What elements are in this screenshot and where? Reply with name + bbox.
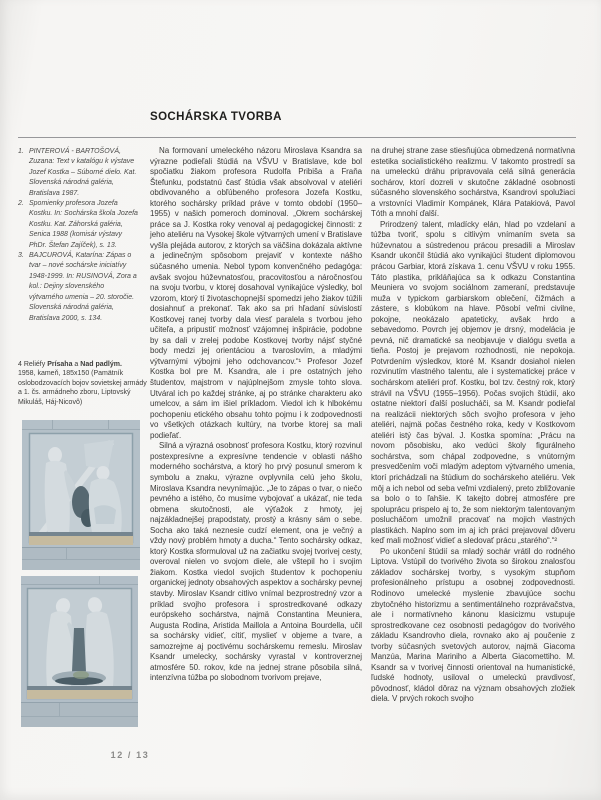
paragraph: Silná a výrazná osobnosť profesora Kostku, ktorý rozvinul postexpresívne a expresívne tendencie v oblasti nášho moderného sochárstva, a ktorý ho prvý posunul smerom k symbolu a znaku, výrazne ovplyvnila celú jeho školu, Miroslava Ksandra nevynímajúc. „Je to zápas o tvar, o niečo pevného a istého, čo musíme vybojovať a ukázať, nie teda obmena skutočnosti, ale výťažok z hmoty, jej najzákladnejšej prapodstaty, prostý a krásny sám o sebe. Socha ako taká neznesie cudzí element, ona je večný a vždy nový problém hmoty a ducha.“ Tento sochársky odkaz, ktorý Kostka sformuloval už na začiatku svojej tvorivej cesty, overoval nielen vo svojom diele, ale vštepil ho i svojim žiakom. Kostka viedol svojich študentov k pochopeniu organickej jednoty obsahových aspektov a sochársky pevnej stavby. Miroslav Ksandr citlivo vnímal bezprostredný vzor a príklad svojho profesora i sprostredkované odkazy európskeho sochárstva, najmä Constantina Meuniera, Augusta Rodina, Aristida Maillola a Antoina Bourdella, učil sa sochársky vidieť, cítiť, myslieť v objeme a tvare, a samozrejme aj poctivému sochárskemu remeslu. Miroslav Ksandr umelecky, sochársky vyrastal v kontroverznej atmosfére 50. rokov, kde na jednej strane pôsobila silná, intenzívna túžba po slobodnom tvorivom prejave, (150, 441, 362, 683)
text-column-left (150, 146, 362, 684)
footnote-text: Spomienky profesora Jozefa Kostku. In: Sochárska škola Jozefa Kostku. Kat. Záhorská galéria, Senica 1988 (komisár výstavy PhDr. Štefan Zajíček), s. 13. (29, 200, 138, 249)
paragraph: Po ukončení štúdií sa mladý sochár vrátil do rodného Liptova. Vstúpil do tvorivého života so širokou znalosťou základov sochárskej tvorby, s vysokým stupňom profesionálneho prístupu a osobnej zodpovednosti. Rodinovo umelecké myslenie zbavujúce sochu zbytočného historizmu a sentimentálneho rozprávačstva, ale i normatívneho kánonu klasicizmu vstupuje sprostredkovane cez osobnosti pedagógov do tvorivého základu Ksandrovho diela, rovnako ako aj poučenie z tvorby súčasných svetových autorov, najmä Giacoma Manzúa, Marina Mariniho a Alberta Giacomettiho. M. Ksandr sa v tvorivej činnosti orientoval na humanistické, ľudské hodnoty, usiloval o umeleckú pravdivosť, pôvodnosť, kládol dôraz na význam obsahových zložiek diela. V prvých rokoch svojho (371, 546, 575, 704)
footnote-number: 1. (18, 148, 24, 155)
text-column-right (371, 146, 575, 705)
paragraph: Prirodzený talent, mladícky elán, hlad po vzdelaní a túžba tvoriť, spolu s citlivým vnímaním sveta sa húževnatou a sústredenou prácou presadili a Miroslav Ksandr ukončil štúdiá ako vynikajúci študent diplomovou prácou Garbiar, ktorá získava 1. cenu VŠVU v roku 1955. Táto plastika, prikláňajúca sa k odkazu Constantina Meuniera vo svojom sociálnom zameraní, predstavuje muža v typickom garbiarskom oblečení, čižmách a zástere, s klobúkom na hlave. Pôsobí veľmi civilne, pokojne, neokázalo apateticky, avšak hrdo a sebavedomo. Povrch jej objemov je drsný, modelácia je pevná, nič dramatické sa neobjavuje v dialógu svetla a tieňa. Postoj je prejavom rozhodnosti, nie nepokoja. Potvrdením výsledkov, ktoré M. Ksandr dosiahol nielen rozvinutím vlastného talentu, ale i systematickej práce v sochárskom ateliéri prof. Kostku, bol tzv. čestný rok, ktorý strávil na VŠVU (1955–1956). Počas svojich štúdií, ako ostatne niektorí ďalší poslucháči, sa M. Ksandr podieľal na realizácii niektorých sôch svojho profesora v jeho ateliéri, najmä počas čestného roka, kedy v Kostkovom ateliéri istý čas býval. J. Kostka spomína: „Prácu na novom pôsobisku, ako vedúci školy figurálneho sochárstva, som chápal zodpovedne, s vnútorným presvedčením voči mladým adeptom výtvarného umenia, ktorí prichádzali na štúdium do sochárskeho ateliéru. Vek môj a ich nebol od seba veľmi vzdialený, preto zbližovanie sa bolo o to ľahšie. K takejto dobrej atmosfére pre spoluprácu prispelo aj to, že som niektorým talentovaným poslucháčom umožnil pracovať na mojich vlastných plastikách. Naplno som im aj ich práci prejavoval dôveru keď mali možnosť vidieť a sledovať prácu „starého“.“² (371, 219, 575, 546)
footnote-text: PINTEROVÁ - BARTOŠOVÁ, Zuzana: Text v katalógu k výstave Jozef Kostka – Súborné dielo. Kat. Slovenská národná galéria, Bratislava 1987. (29, 148, 137, 197)
relief-photo-nad-padlym (21, 576, 138, 727)
page-title: SOCHÁRSKA TVORBA (150, 111, 282, 123)
caption-mid: a (72, 361, 81, 368)
relief-prisaha-illustration (22, 420, 140, 570)
footnote-number: 2. (18, 200, 24, 208)
caption-details: 1958, kameň, 185x150 (Pamätník oslobodzovacích bojov sovietskej armády a 1. čs. armádneho zboru, Liptovský Mikuláš, Háj-Nicovô) (18, 370, 147, 406)
relief-photo-prisaha (22, 420, 140, 570)
footnote-3 (18, 251, 140, 324)
footnote-text: BAJCUROVÁ, Katarína: Zápas o tvar – nové sochárske iniciatívy 1948-1999. In: RUSINOVÁ, Zora a kol.: Dejiny slovenského výtvarného umenia – 20. storočie. Slovenská národná galéria, Bratislava 2000, s. 134. (29, 252, 137, 322)
caption-prefix: 4 Reliéfy (18, 361, 48, 368)
footnote-1 (18, 147, 140, 199)
sidebar-footnotes (18, 147, 140, 324)
paragraph: na druhej strane zase stiesňujúca obmedzená normatívna estetika socialistického realizmu. V takomto prostredí sa na umeleckú dráhu pripravovala celá silná generácia sochárov, ktorí dozreli v skutočne základné osobnosti súčasného slovenského sochárstva, Ksandrovi spolužiaci a vrstovníci Vladimír Kompánek, Klára Patakiová, Pavol Tóth a mnohí ďalší. (371, 146, 575, 219)
footnote-number: 3. (18, 252, 24, 260)
paragraph: Na formovaní umeleckého názoru Miroslava Ksandra sa výrazne podieľali štúdiá na VŠVU v Bratislave, kde bol spočiatku žiakom profesora Rudolfa Pribiša a Fraňa Štefunku, podstatnú časť štúdia však absolvoval v ateliéri obdivovaného a obľúbeného profesora Jozefa Kostku, ktorého sochársky príklad práve v tomto období (1950–1955) v našich pomeroch dominoval. „Okrem sochárskej práce sa J. Kostka roky venoval aj pedagogickej činnosti: z jeho ateliéru na Vysokej škole výtvarných umení v Bratislave vyšla plejáda autorov, z ktorých sa väčšina dokázala aktívne a jedinečným spôsobom prejaviť v kontexte nášho súčasného umenia. Nebol typom konvenčného pedagóga: avšak svojou húževnatosťou, pracovitosťou a náročnosťou na svoju tvorbu, v ktorej dosahoval vynikajúce výsledky, bol vzorom, ktorý tí životaschopnejší spomedzi jeho žiakov túžili dosiahnuť a prekonať. Tak ako sa pri hľadaní súvislostí Kostkovej ranej tvorby dala viesť paralela s tvorbou jeho učiteľa, a pripustiť možnosť vzájomnej inšpirácie, podobne by sa dali v zrelej podobe Kostkovej tvorby nájsť styčné body medzi jej orientáciou a tvaroslovím, a mladými výtvarnými výbojmi jeho odchovancov.“¹ Profesor Jozef Kostka bol pre M. Ksandra, ale i pre ostatných jeho študentov, majstrom v najúplnejšom zmysle tohto slova. Utváral ich po každej stránke, aj po stránke charakteru ako umelcov, a sám im išiel príkladom. Viedol ich k hlbokému pochopeniu etického obsahu tohto pojmu i k zodpovednosti vo všetkých otázkach kultúry, na tvorbe ktorej sa mali podieľať. (150, 146, 362, 440)
caption-title-nad-padlym: Nad padlým. (80, 361, 122, 368)
footnote-2 (18, 199, 140, 251)
caption-title-prisaha: Prísaha (47, 361, 73, 368)
figure-caption (18, 360, 148, 407)
relief-nad-padlym-illustration (21, 576, 138, 727)
divider (18, 137, 576, 138)
page-number: 12 / 13 (110, 750, 150, 760)
